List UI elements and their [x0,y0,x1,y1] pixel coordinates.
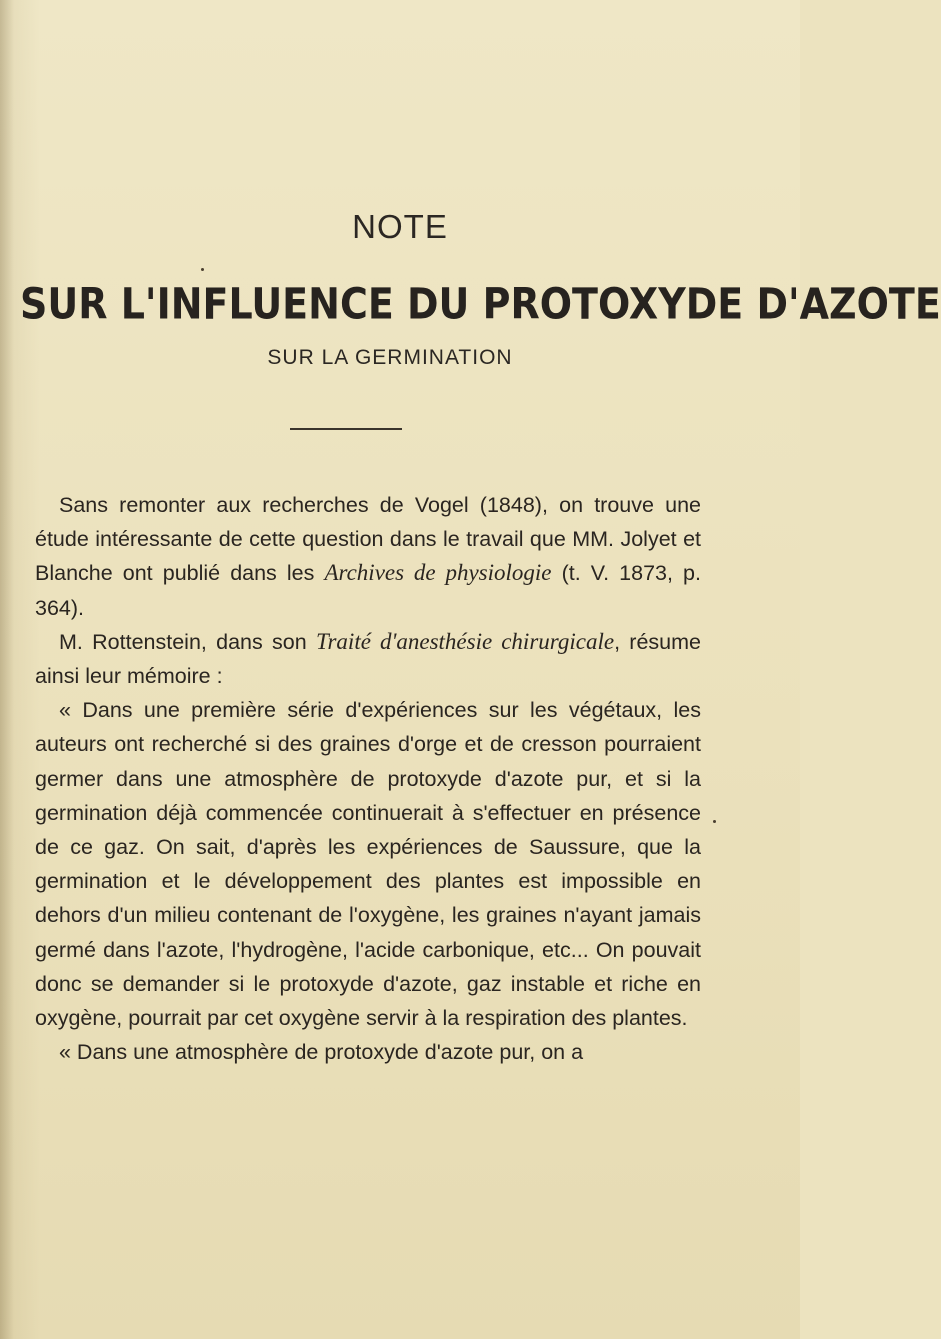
page-gutter-shadow [0,0,14,1339]
paragraph-rottenstein [35,625,701,693]
paragraph-quote-continuation: « Dans une atmosphère de protoxyde d'azote pur, on a [59,1040,584,1065]
print-speck [201,268,204,271]
title-divider-rule [290,428,402,430]
book-title-italic: Traité d'anesthésie chirurgicale [315,628,615,654]
paragraph-text: M. Rottenstein, dans son [59,629,316,654]
document-title: SUR L'INFLUENCE DU PROTOXYDE D'AZOTE [20,279,941,329]
print-speck [713,820,716,823]
paragraph-text: (t. V. 1873, p. 364). [35,561,701,620]
paragraph-vogel [35,488,701,625]
document-subtitle: SUR LA GERMINATION [267,346,513,369]
body-text [35,488,701,1069]
paragraph-text: Sans remonter aux recherches de Vogel (1848), on trouve une étude intéressante de cette question dans le travail que MM. Jolyet et Blanche ont publié dans les [35,493,701,586]
note-heading: NOTE [352,208,448,245]
paragraph-quote-experiments: « Dans une première série d'expériences sur les végétaux, les auteurs ont recherché si des graines d'orge et de cresson pourraient germer dans une atmosphère de protoxyde d'azote pur, et si la germination déjà commencée continuerait à s'effectuer en présence de ce gaz. On sait, d'après les expériences de Saussure, que la germination et le développement des plantes est impossible en dehors d'un milieu contenant de l'oxygène, les graines n'ayant jamais germé dans l'azote, l'hydrogène, l'acide carbonique, etc... On pouvait donc se demander si le protoxyde d'azote, gaz instable et riche en oxygène, pourrait par cet oxygène servir à la respiration des plantes. [35,698,701,1031]
journal-title-italic: Archives de physiologie [324,560,552,586]
paragraph-text: , résume ainsi leur mémoire : [35,629,701,689]
